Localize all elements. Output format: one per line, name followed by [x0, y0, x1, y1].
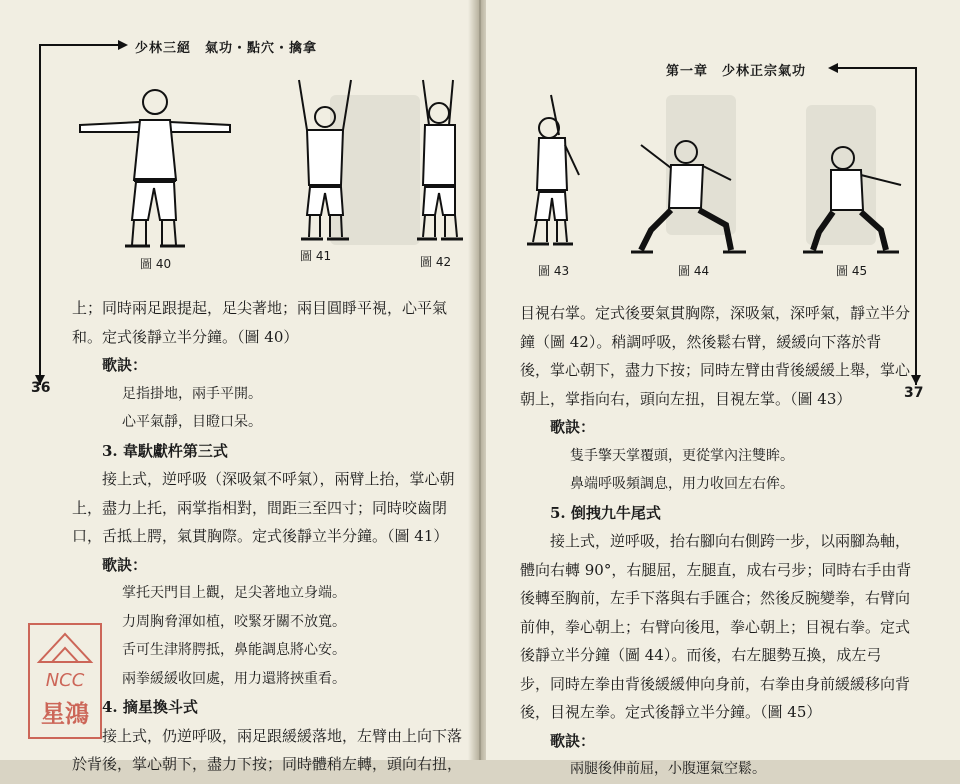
- text-line: 後靜立半分鐘（圖 44）。而後，右左腿勢互換，成左弓: [520, 646, 882, 664]
- figure-45: [801, 140, 911, 260]
- figure-41: [285, 75, 365, 245]
- figure-42: [405, 75, 470, 245]
- text-heading: 歌訣：: [550, 418, 596, 436]
- text-line: 接上式，逆呼吸（深吸氣不呼氣），兩臂上抬，掌心朝: [102, 470, 455, 488]
- figure-40-caption: 圖 40: [140, 257, 172, 271]
- figure-44: [631, 130, 751, 260]
- text-line: 後轉至胸前，左手下落與右手匯合；然後反腕變拳，右臂向: [520, 589, 911, 607]
- verse-line: 隻手擎天掌覆頭，更從掌內注雙眸。: [570, 447, 794, 464]
- figure-44-caption: 圖 44: [678, 264, 710, 278]
- text-line: 上，盡力上托，兩掌指相對，間距三至四寸；同時咬齒閉: [72, 498, 448, 517]
- verse-line: 力周胸脅渾如植，咬緊牙關不放寬。: [122, 613, 346, 630]
- text-heading: 3. 韋馱獻杵第三式: [102, 441, 228, 460]
- text-line: 前伸，拳心朝上；右臂向後甩，拳心朝上；目視右拳。定式: [520, 617, 911, 636]
- text-heading: 5. 倒拽九牛尾式: [550, 503, 661, 522]
- text-line: 朝上，掌指向右，頭向左扭，目視左掌。（圖 43）: [520, 389, 852, 408]
- text-line: 上；同時兩足跟提起，足尖著地；兩目圓睜平視，心平氣: [72, 299, 448, 317]
- verse-line: 掌托天門目上觀，足尖著地立身端。: [122, 585, 346, 601]
- verse-line: 鼻端呼吸頻調息，用力收回左右侔。: [570, 476, 794, 492]
- right-body-text: [520, 299, 911, 784]
- right-page: [486, 0, 960, 777]
- figure-43: [521, 90, 596, 250]
- svg-text:星鴻: 星鴻: [41, 700, 89, 728]
- text-line: 體向右轉 90°，右腿屈，左腿直，成右弓步；同時右手由背: [520, 560, 912, 579]
- ncc-watermark-stamp: [27, 622, 103, 740]
- figure-43-caption: 圖 43: [538, 264, 570, 278]
- figure-41-caption: 圖 41: [300, 249, 332, 263]
- text-line: 目視右掌。定式後要氣貫胸際，深吸氣，深呼氣，靜立半分: [520, 304, 911, 322]
- text-line: 接上式，逆呼吸，抬右腳向右側跨一步，以兩腳為軸，: [550, 532, 911, 550]
- text-line: 於背後，掌心朝下，盡力下按；同時體稍左轉，頭向右扭，: [72, 755, 463, 773]
- text-line: 口，舌抵上腭，氣貫胸際。定式後靜立半分鐘。（圖 41）: [72, 527, 449, 545]
- text-line: 步，同時左拳由背後緩緩伸向身前，右拳由身前緩緩移向背: [520, 674, 911, 693]
- svg-text:NCC: NCC: [45, 670, 85, 691]
- page-number: 36: [31, 380, 51, 396]
- verse-line: 兩腿後伸前屈，小腹運氣空鬆。: [570, 761, 766, 777]
- page-number: 37: [904, 385, 924, 401]
- text-line: 和。定式後靜立半分鐘。（圖 40）: [72, 327, 299, 346]
- text-line: 鐘（圖 42）。稍調呼吸，然後鬆右臂，緩緩向下落於背: [520, 332, 882, 351]
- text-heading: 4. 摘星換斗式: [102, 698, 198, 716]
- verse-line: 舌可生津將腭抵，鼻能調息將心安。: [122, 642, 346, 658]
- text-heading: 歌訣：: [102, 356, 148, 374]
- text-heading: 歌訣：: [102, 555, 148, 574]
- verse-line: 心平氣靜，目瞪口呆。: [122, 414, 262, 430]
- text-line: 接上式，仍逆呼吸，兩足跟緩緩落地，左臂由上向下落: [102, 726, 463, 745]
- text-heading: 歌訣：: [550, 731, 596, 750]
- running-header: 少林三絕 氣功・點穴・擒拿: [135, 41, 318, 56]
- figure-40: [70, 80, 240, 250]
- running-header: 第一章 少林正宗氣功: [666, 64, 807, 79]
- text-line: 後，目視左拳。定式後靜立半分鐘。（圖 45）: [520, 703, 822, 721]
- text-line: 後，掌心朝下，盡力下按；同時左臂由背後緩緩上舉，掌心: [520, 361, 911, 379]
- left-body-text: [72, 294, 462, 779]
- figure-42-caption: 圖 42: [420, 255, 452, 269]
- verse-line: 足指掛地，兩手平開。: [122, 385, 262, 402]
- figure-45-caption: 圖 45: [836, 264, 868, 278]
- verse-line: 兩拳緩緩收回處，用力還將挾重看。: [122, 670, 346, 687]
